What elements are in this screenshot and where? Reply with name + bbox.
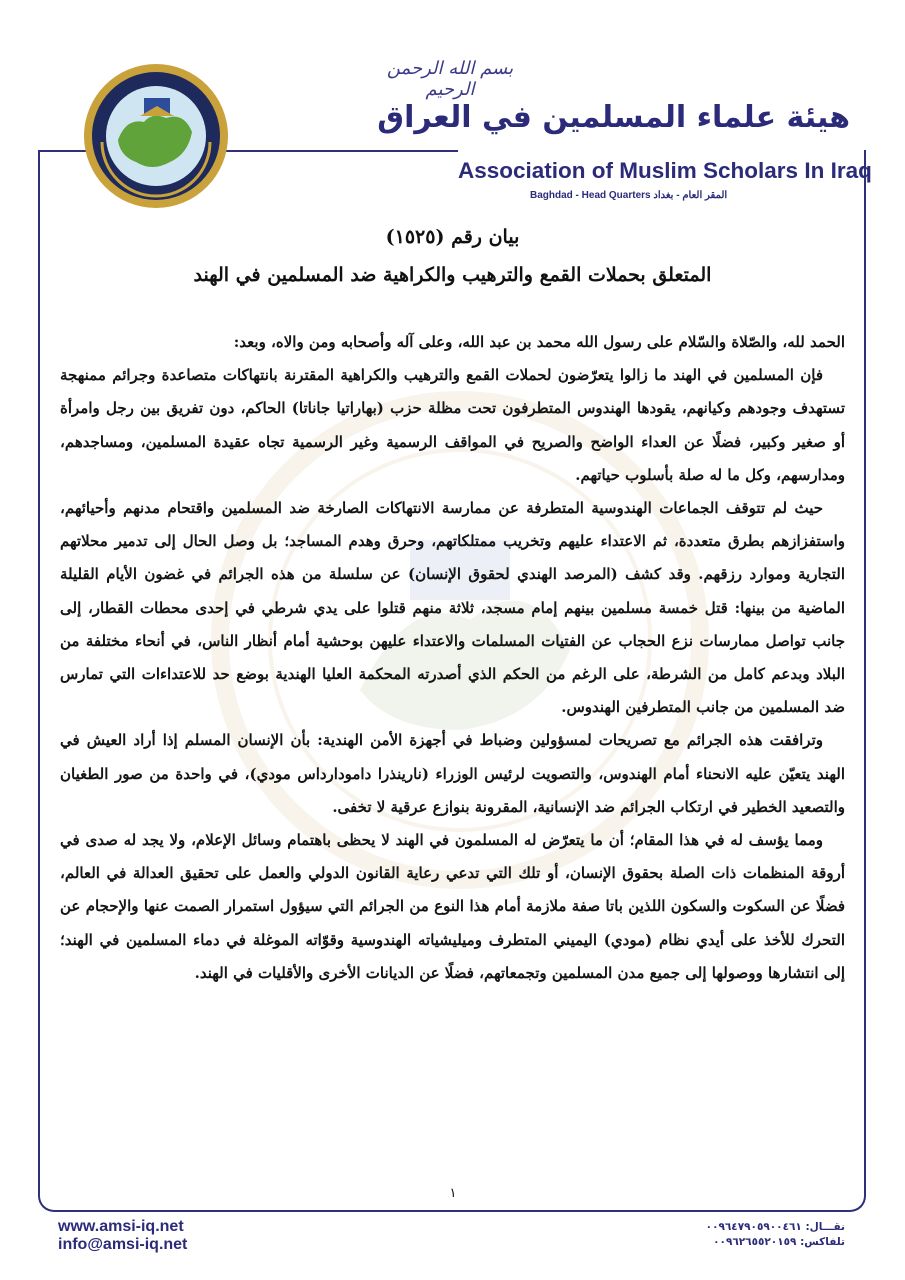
page-number: ١ xyxy=(449,1186,457,1201)
org-name-english: Association of Muslim Scholars In Iraq xyxy=(458,158,872,183)
paragraph: فإن المسلمين في الهند ما زالوا يتعرّضون لحملات القمع والترهيب والكراهية المقترنة بانتهاكات متصاعدة وجرائم ممنهجة تستهدف وجودهم وكيانهم، يقودها الهندوس المتطرفون تحت مظلة حزب (بهاراتيا جاناتا) الحاكم، دون تفريق بين رجل وامرأة أو صغير وكبير، فضلًا عن العداء الواضح والصريح في المواقف الرسمية وغير الرسمية تجاه عقيدة المسلمين، ومساجدهم، ومدارسهم، وكل ما له صلة بأسلوب حياتهم. xyxy=(60,366,845,484)
statement-body xyxy=(60,326,845,990)
association-logo-icon xyxy=(82,62,230,210)
mobile-number: نقـــال: ٠٠٩٦٤٧٩٠٥٩٠٠٤٦١ xyxy=(705,1221,845,1233)
fax-number: تلفاكس: ٠٠٩٦٢٦٥٥٢٠١٥٩ xyxy=(713,1236,845,1248)
basmala: بسم الله الرحمن الرحيم xyxy=(386,58,514,100)
paragraph: حيث لم تتوقف الجماعات الهندوسية المتطرفة عن ممارسة الانتهاكات الصارخة ضد المسلمين واقتحام مدنهم وأحيائهم، واستفزازهم بطرق متعددة، ثم الاعتداء عليهم وتخريب ممتلكاتهم، وحرق وهدم المساجد؛ بل وصل الحال إلى تدمير محلاتهم التجارية وموارد رزقهم. وقد كشف (المرصد الهندي لحقوق الإنسان) عن سلسلة من هذه الجرائم في غضون الأيام القليلة الماضية من بينها: قتل خمسة مسلمين بينهم إمام مسجد، ثلاثة منهم قتلوا على يدي شرطي في إحدى محطات القطار، إلى جانب تواصل ممارسات نزع الحجاب عن الفتيات المسلمات والاعتداء عليهن بوحشية أمام أنظار الناس، في أنحاء مختلفة من البلاد وبدعم كامل من الشرطة، على الرغم من الحكم الذي أصدرته المحكمة العليا الهندية بوضع حد للاعتداءات التي تمارس ضد المسلمين من جانب المتطرفين الهندوس. xyxy=(60,499,845,717)
paragraph: الحمد لله، والصّلاة والسّلام على رسول الله محمد بن عبد الله، وعلى آله وأصحابه ومن والاه، وبعد: xyxy=(233,333,845,351)
statement-number: بيان رقم (١٥٢٥) xyxy=(385,226,520,248)
paragraph: ومما يؤسف له في هذا المقام؛ أن ما يتعرّض له المسلمون في الهند لا يحظى باهتمام وسائل الإعلام، ولا يجد له صدى في أروقة المنظمات ذات الصلة بحقوق الإنسان، أو تلك التي تدعي رعاية القانون الدولي والعمل على تحقيق العدالة في العالم، فضلًا عن السكوت والسكون اللذين باتا صفة ملازمة أمام هذا النوع من الجرائم التي سيؤول استمرار الصمت عنها والإحجام عن التحرك للأخذ على أيدي نظام (مودي) اليميني المتطرف وميليشياته الهندوسية وقوّاته الموغلة في دماء المسلمين في الهند؛ إلى انتشارها ووصولها إلى جميع مدن المسلمين وتجمعاتهم، فضلًا عن الديانات الأخرى والأقليات في الهند. xyxy=(60,831,845,982)
paragraph: وترافقت هذه الجرائم مع تصريحات لمسؤولين وضباط في أجهزة الأمن الهندية: بأن الإنسان المسلم إذا أراد العيش في الهند يتعيّن عليه الانحناء أمام الهندوس، والتصويت لرئيس الوزراء (نارينذرا دامودارداس مودي)، في واحدة من صور الطغيان والتصعيد الخطير في ارتكاب الجرائم ضد الإنسانية، المقرونة بنوازع عرقية لا تخفى. xyxy=(60,731,845,816)
email-link[interactable]: info@amsi-iq.net xyxy=(58,1236,188,1253)
footer-contact-web xyxy=(58,1218,187,1254)
statement-subject: المتعلق بحملات القمع والترهيب والكراهية ضد المسلمين في الهند xyxy=(193,264,712,286)
org-name-arabic: هيئة علماء المسلمين في العراق xyxy=(377,100,850,135)
headquarters-label: Baghdad - Head Quarters المقر العام - بغداد xyxy=(530,190,728,201)
footer-contact-phone xyxy=(706,1220,845,1250)
website-link[interactable]: www.amsi-iq.net xyxy=(58,1218,184,1235)
